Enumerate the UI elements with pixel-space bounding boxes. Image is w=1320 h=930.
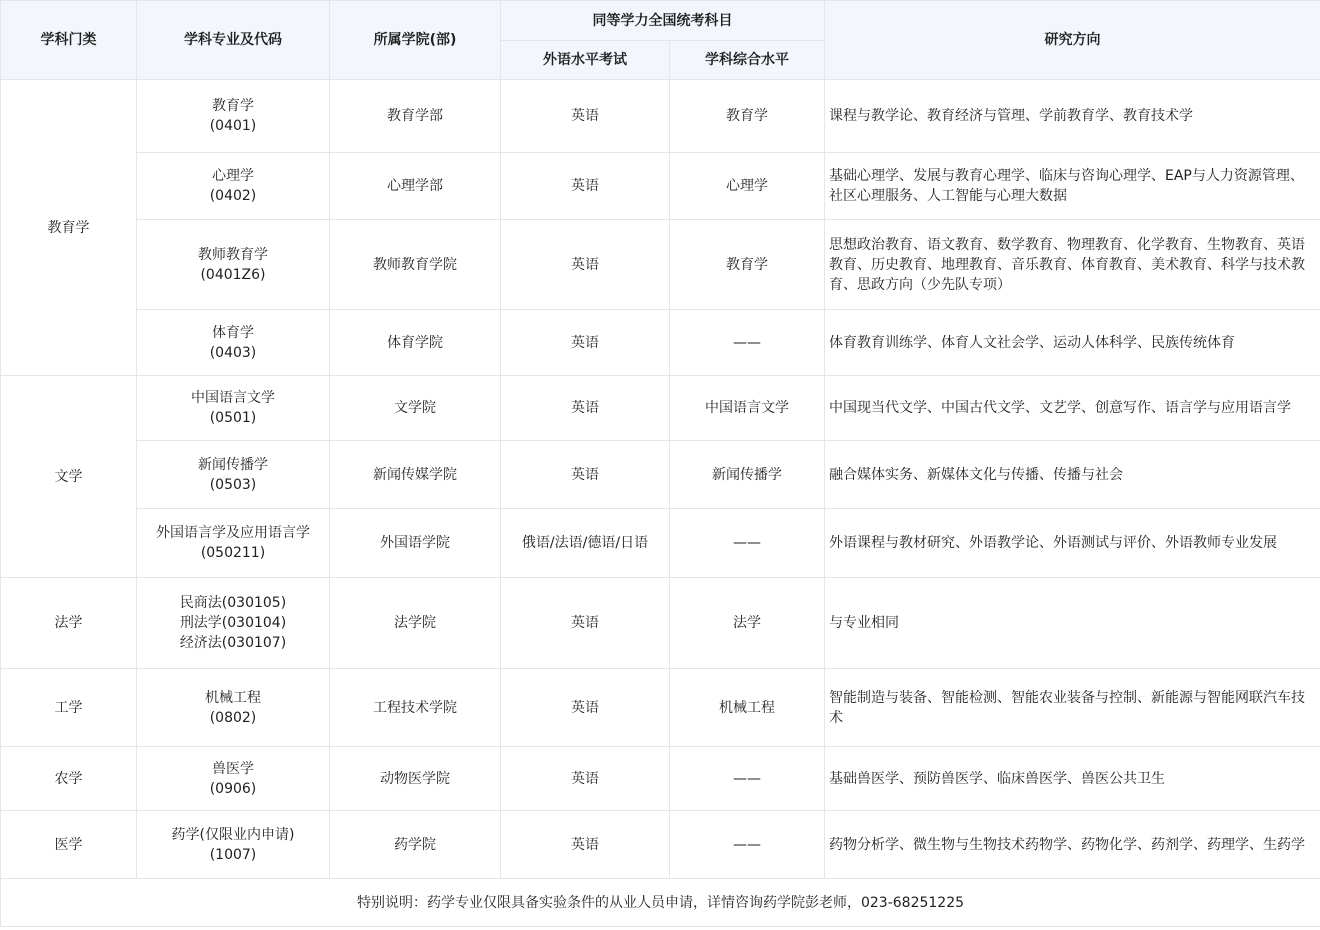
header-exam-group: 同等学力全国统考科目	[501, 1, 825, 41]
research-cell: 与专业相同	[825, 578, 1320, 669]
header-category: 学科门类	[1, 1, 137, 80]
research-cell: 基础心理学、发展与教育心理学、临床与咨询心理学、EAP与人力资源管理、社区心理服务、人工智能与心理大数据	[825, 153, 1320, 220]
table-row	[1, 376, 1320, 441]
category-cell: 教育学	[1, 80, 137, 376]
major-name: 教育学	[212, 98, 254, 114]
research-cell: 思想政治教育、语文教育、数学教育、物理教育、化学教育、生物教育、英语教育、历史教育、地理教育、音乐教育、体育教育、美术教育、科学与技术教育、思政方向（少先队专项）	[825, 220, 1320, 310]
college-cell: 心理学部	[330, 153, 501, 220]
major-name-2: 刑法学(030104)	[179, 615, 287, 631]
college-cell: 教师教育学院	[330, 220, 501, 310]
major-code: (0503)	[209, 476, 257, 493]
major-code: (0401)	[209, 118, 257, 134]
research-cell: 中国现当代文学、中国古代文学、文艺学、创意写作、语言学与应用语言学	[825, 376, 1320, 441]
major-name: 兽医学	[212, 760, 254, 777]
subject-level-cell: 心理学	[670, 153, 825, 220]
foreign-lang-cell: 英语	[501, 669, 670, 747]
major-cell	[137, 376, 330, 441]
major-name: 中国语言文学	[191, 390, 275, 406]
college-cell: 教育学部	[330, 80, 501, 153]
major-name: 心理学	[212, 168, 254, 184]
foreign-lang-cell: 英语	[501, 376, 670, 441]
table-row	[1, 80, 1320, 153]
subject-level-cell: 机械工程	[670, 669, 825, 747]
category-cell: 医学	[1, 811, 137, 879]
major-cell	[137, 578, 330, 669]
major-name: 民商法(030105)	[179, 595, 287, 611]
research-cell: 课程与教学论、教育经济与管理、学前教育学、教育技术学	[825, 80, 1320, 153]
major-cell	[137, 310, 330, 376]
college-cell: 新闻传媒学院	[330, 441, 501, 509]
header-college: 所属学院(部)	[330, 1, 501, 80]
foreign-lang-cell: 英语	[501, 747, 670, 811]
subject-level-cell: ——	[670, 310, 825, 376]
header-subject-level: 学科综合水平	[670, 41, 825, 80]
table-row	[1, 441, 1320, 509]
major-name: 药学(仅限业内申请)	[171, 826, 295, 843]
major-name: 外国语言学及应用语言学	[156, 525, 310, 541]
research-cell: 智能制造与装备、智能检测、智能农业装备与控制、新能源与智能网联汽车技术	[825, 669, 1320, 747]
major-cell	[137, 80, 330, 153]
research-cell: 体育教育训练学、体育人文社会学、运动人体科学、民族传统体育	[825, 310, 1320, 376]
footnote: 特别说明：药学专业仅限具备实验条件的从业人员申请，详情咨询药学院彭老师，023-68251225	[1, 879, 1320, 927]
research-cell: 药物分析学、微生物与生物技术药物学、药物化学、药剂学、药理学、生药学	[825, 811, 1320, 879]
category-cell: 法学	[1, 578, 137, 669]
subject-level-cell: 法学	[670, 578, 825, 669]
foreign-lang-cell: 英语	[501, 811, 670, 879]
header-research: 研究方向	[825, 1, 1320, 80]
major-code: (0401Z6)	[200, 266, 266, 283]
header-major-code: 学科专业及代码	[137, 1, 330, 80]
category-cell: 农学	[1, 747, 137, 811]
footnote-row	[1, 879, 1320, 927]
foreign-lang-cell: 俄语/法语/德语/日语	[501, 509, 670, 578]
major-name: 体育学	[212, 324, 254, 341]
major-name: 新闻传播学	[198, 456, 268, 473]
subject-level-cell: 中国语言文学	[670, 376, 825, 441]
major-code: (0403)	[209, 344, 257, 361]
subject-level-cell: ——	[670, 747, 825, 811]
major-code: (0402)	[209, 188, 257, 204]
subject-level-cell: 新闻传播学	[670, 441, 825, 509]
major-name: 教师教育学	[198, 246, 268, 263]
table-row	[1, 153, 1320, 220]
college-cell: 工程技术学院	[330, 669, 501, 747]
major-name: 机械工程	[205, 689, 261, 706]
table-row	[1, 747, 1320, 811]
college-cell: 外国语学院	[330, 509, 501, 578]
table-row	[1, 310, 1320, 376]
college-cell: 文学院	[330, 376, 501, 441]
subject-level-cell: 教育学	[670, 220, 825, 310]
college-cell: 体育学院	[330, 310, 501, 376]
foreign-lang-cell: 英语	[501, 220, 670, 310]
table-row	[1, 811, 1320, 879]
major-code: (0906)	[209, 780, 257, 797]
major-cell	[137, 669, 330, 747]
header-foreign-lang: 外语水平考试	[501, 41, 670, 80]
major-name-3: 经济法(030107)	[179, 635, 287, 651]
category-cell: 工学	[1, 669, 137, 747]
major-cell	[137, 153, 330, 220]
college-cell: 药学院	[330, 811, 501, 879]
foreign-lang-cell: 英语	[501, 153, 670, 220]
major-code: (0802)	[209, 709, 257, 726]
foreign-lang-cell: 英语	[501, 441, 670, 509]
major-cell	[137, 811, 330, 879]
research-cell: 基础兽医学、预防兽医学、临床兽医学、兽医公共卫生	[825, 747, 1320, 811]
subject-level-cell: ——	[670, 811, 825, 879]
research-cell: 外语课程与教材研究、外语教学论、外语测试与评价、外语教师专业发展	[825, 509, 1320, 578]
major-cell	[137, 441, 330, 509]
table-row	[1, 220, 1320, 310]
table-row	[1, 509, 1320, 578]
research-cell: 融合媒体实务、新媒体文化与传播、传播与社会	[825, 441, 1320, 509]
subject-level-cell: ——	[670, 509, 825, 578]
category-cell: 文学	[1, 376, 137, 578]
major-code: (050211)	[200, 545, 266, 561]
foreign-lang-cell: 英语	[501, 80, 670, 153]
table-row	[1, 669, 1320, 747]
major-cell	[137, 747, 330, 811]
foreign-lang-cell: 英语	[501, 578, 670, 669]
major-code: (0501)	[209, 410, 257, 426]
subject-level-cell: 教育学	[670, 80, 825, 153]
table-row	[1, 578, 1320, 669]
major-code: (1007)	[209, 846, 257, 863]
college-cell: 动物医学院	[330, 747, 501, 811]
major-cell	[137, 220, 330, 310]
college-cell: 法学院	[330, 578, 501, 669]
major-cell	[137, 509, 330, 578]
foreign-lang-cell: 英语	[501, 310, 670, 376]
